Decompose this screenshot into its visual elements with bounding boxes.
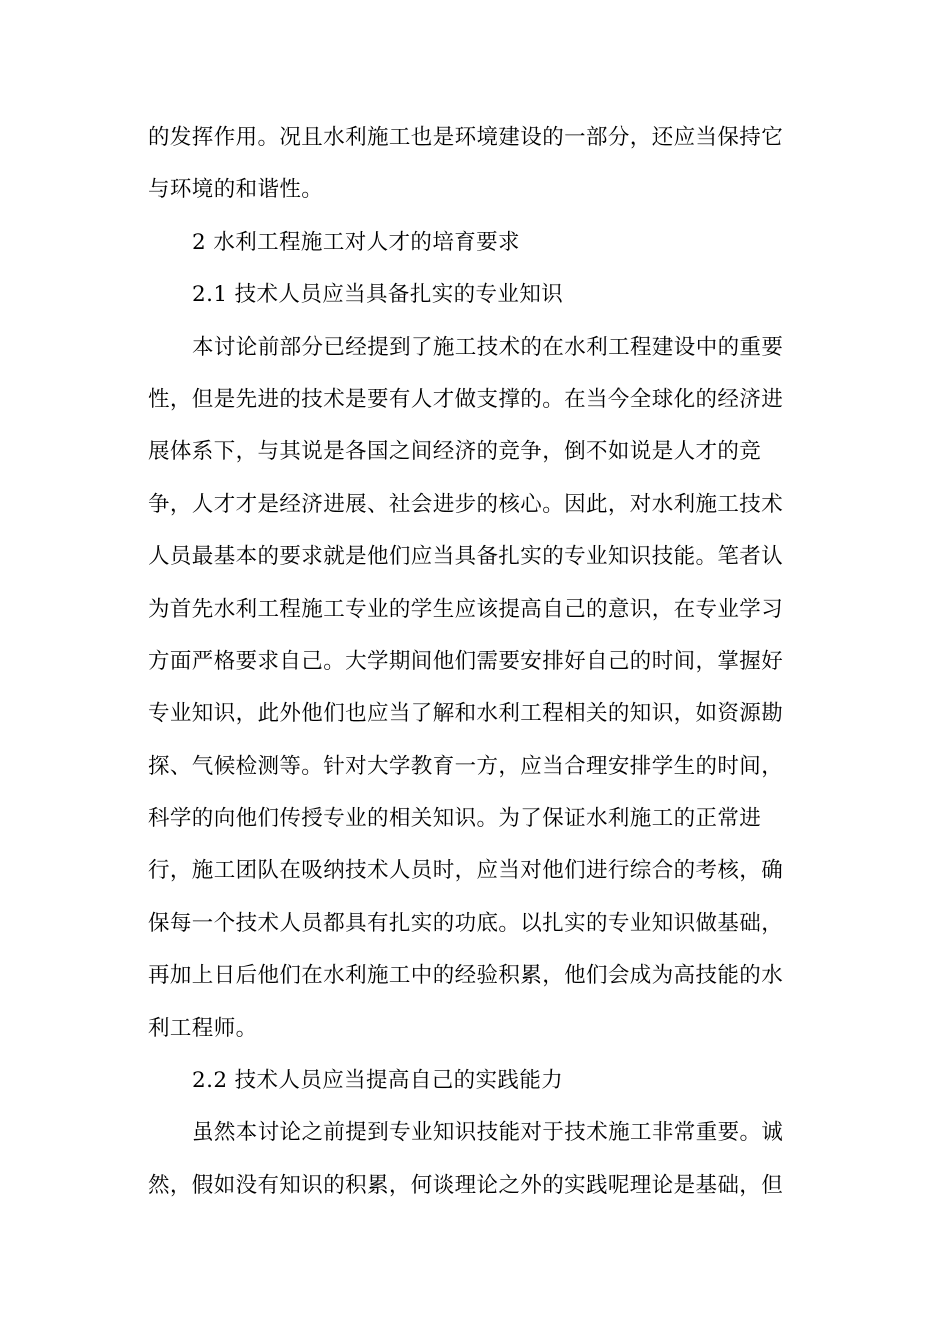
- body-text: [148, 112, 798, 1212]
- text-line: 探、气候检测等。针对大学教育一方，应当合理安排学生的时间，: [148, 753, 784, 779]
- text-line: 与环境的和谐性。: [148, 177, 324, 203]
- text-line: 为首先水利工程施工专业的学生应该提高自己的意识，在专业学习: [148, 596, 784, 622]
- subsection-heading: 2.2 技术人员应当提高自己的实践能力: [192, 1068, 564, 1094]
- text-line: 再加上日后他们在水利施工中的经验积累，他们会成为高技能的水: [148, 963, 784, 989]
- section-heading: 2 水利工程施工对人才的培育要求: [192, 229, 520, 255]
- text-line: 利工程师。: [148, 1015, 258, 1041]
- text-line: 保每一个技术人员都具有扎实的功底。以扎实的专业知识做基础，: [148, 910, 784, 936]
- text-line: 行，施工团队在吸纳技术人员时，应当对他们进行综合的考核，确: [148, 858, 784, 884]
- subsection-heading: 2.1 技术人员应当具备扎实的专业知识: [192, 282, 564, 308]
- text-line: 展体系下，与其说是各国之间经济的竞争，倒不如说是人才的竞: [148, 439, 762, 465]
- text-line: 的发挥作用。况且水利施工也是环境建设的一部分，还应当保持它: [148, 125, 784, 150]
- text-line: 专业知识，此外他们也应当了解和水利工程相关的知识，如资源勘: [148, 701, 784, 727]
- text-line: 人员最基本的要求就是他们应当具备扎实的专业知识技能。笔者认: [148, 544, 784, 570]
- text-line: 然，假如没有知识的积累，何谈理论之外的实践呢理论是基础，但: [148, 1172, 784, 1198]
- text-line: 方面严格要求自己。大学期间他们需要安排好自己的时间，掌握好: [148, 648, 784, 674]
- text-line: 性，但是先进的技术是要有人才做支撑的。在当今全球化的经济进: [148, 386, 784, 412]
- text-line: 争，人才才是经济进展、社会进步的核心。因此，对水利施工技术: [148, 491, 784, 517]
- paragraph-first-line: 虽然本讨论之前提到专业知识技能对于技术施工非常重要。诚: [192, 1120, 784, 1146]
- text-line: 科学的向他们传授专业的相关知识。为了保证水利施工的正常进: [148, 806, 762, 832]
- paragraph-first-line: 本讨论前部分已经提到了施工技术的在水利工程建设中的重要: [192, 334, 784, 360]
